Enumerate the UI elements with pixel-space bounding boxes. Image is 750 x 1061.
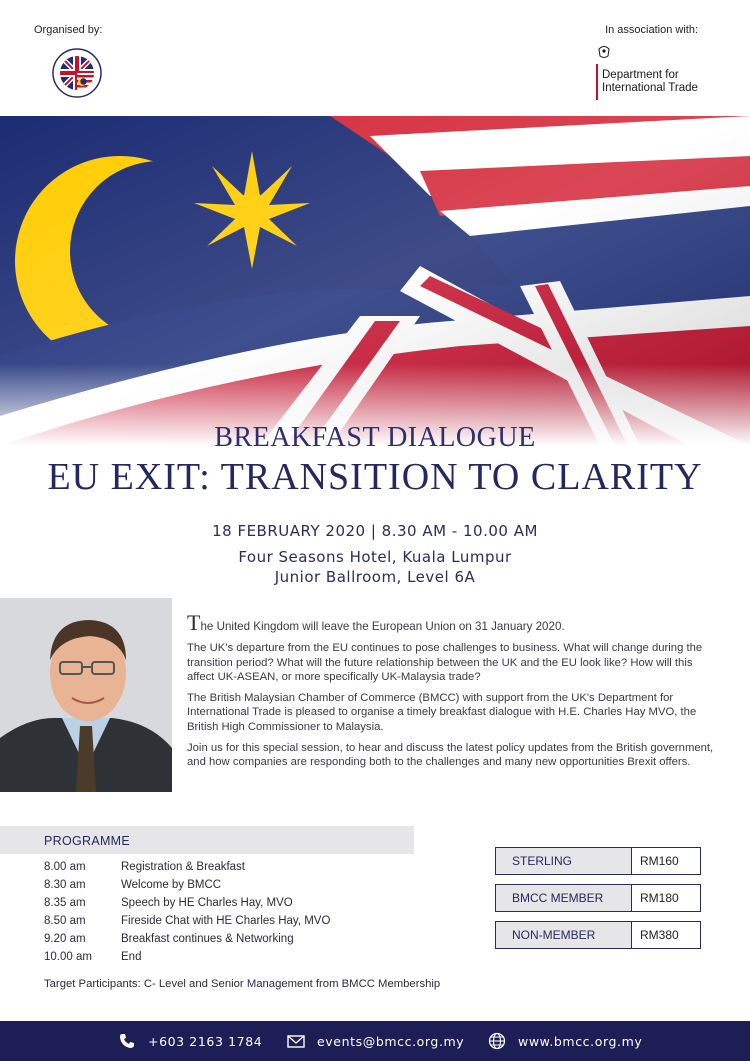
venue-hotel: Four Seasons Hotel, Kuala Lumpur xyxy=(238,548,512,566)
venue-room: Junior Ballroom, Level 6A xyxy=(274,568,476,586)
globe-icon xyxy=(488,1032,506,1050)
header xyxy=(0,0,750,118)
association-label: In association with: xyxy=(605,24,698,36)
programme-row: 8.35 am Speech by HE Charles Hay, MVO xyxy=(44,897,293,909)
programme-header xyxy=(0,826,414,854)
organised-by-label: Organised by: xyxy=(34,24,103,36)
paragraph: The British Malaysian Chamber of Commerce (BMCC) with support from the UK's Department for International Trade is pleased to organise a timely breakfast dialogue with H.E. Charles Hay MVO, the British High Commissioner to Malaysia. xyxy=(187,692,697,733)
lead-paragraph: The United Kingdom will leave the European Union on 31 January 2020. xyxy=(187,610,565,635)
programme-list xyxy=(44,858,444,966)
crest-icon xyxy=(596,44,612,60)
speaker-portrait xyxy=(0,598,172,792)
event-date: 18 FEBRUARY 2020 | 8.30 AM - 10.00 AM xyxy=(212,522,538,540)
dit-logo xyxy=(596,44,716,106)
price-box-non-member: NON-MEMBER RM380 xyxy=(495,921,701,949)
programme-row: 8.30 am Welcome by BMCC xyxy=(44,879,222,891)
footer-phone[interactable]: +603 2163 1784 xyxy=(118,1032,262,1050)
programme-row: 10.00 am End xyxy=(44,951,142,963)
programme-row: 9.20 am Breakfast continues & Networking xyxy=(44,933,294,945)
paragraph: The UK's departure from the EU continues to pose challenges to business. What will change during the transition period? What will the future relationship between the UK and the EU look like? How will this affect UK-ASEAN, or more specifically UK-Malaysia trade? xyxy=(187,642,703,683)
price-box-sterling: STERLING RM160 xyxy=(495,847,701,875)
event-title: BREAKFAST DIALOGUE xyxy=(214,422,536,453)
envelope-icon xyxy=(287,1032,305,1050)
dit-red-bar xyxy=(596,64,598,100)
footer xyxy=(0,1021,750,1061)
footer-email[interactable]: events@bmcc.org.my xyxy=(287,1032,464,1050)
programme-heading: PROGRAMME xyxy=(44,834,131,848)
event-subtitle: EU EXIT: TRANSITION TO CLARITY xyxy=(47,456,703,498)
paragraph: Join us for this special session, to hear and discuss the latest policy updates from the British government, and how companies are responding both to the challenges and many new opportunities Brexit offers. xyxy=(187,742,714,769)
price-box-member: BMCC MEMBER RM180 xyxy=(495,884,701,912)
programme-row: 8.50 am Fireside Chat with HE Charles Hay, MVO xyxy=(44,915,331,927)
bmcc-logo xyxy=(52,48,102,98)
dit-text: Department for International Trade xyxy=(602,69,698,94)
phone-icon xyxy=(118,1032,136,1050)
drop-cap: T xyxy=(187,610,201,635)
flags-banner xyxy=(0,116,750,446)
footer-website[interactable]: www.bmcc.org.my xyxy=(488,1032,642,1050)
target-participants: Target Participants: C- Level and Senior Management from BMCC Membership xyxy=(44,978,441,990)
event-description xyxy=(187,610,717,777)
programme-row: 8.00 am Registration & Breakfast xyxy=(44,861,246,873)
